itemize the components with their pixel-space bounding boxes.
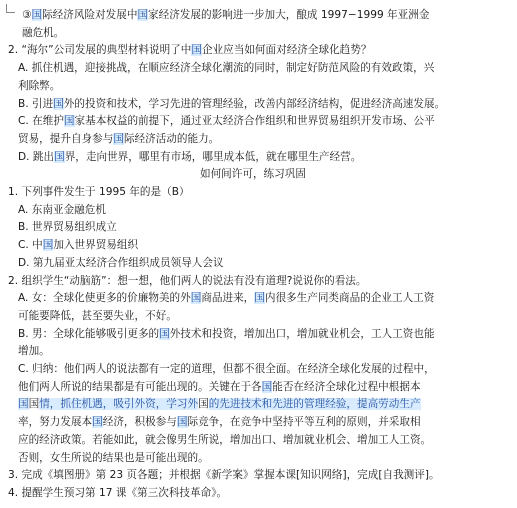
highlighted-term: 国 xyxy=(159,327,170,340)
text-run: C. 归纳：他们两人的说法都有一定的道理，但都不很全面。在经济全球化发展的过程中， xyxy=(18,363,435,375)
highlighted-term: 国 xyxy=(18,398,29,411)
text-run: D. 第九届亚太经济合作组织成员领导人会议 xyxy=(18,256,224,269)
text-line xyxy=(18,132,219,146)
text-line xyxy=(18,451,209,465)
highlighted-term: 国 xyxy=(31,9,43,21)
text-run: B. 世界贸易组织成立 xyxy=(18,221,117,234)
text-run: 率，努力发展本 xyxy=(18,416,93,429)
text-line xyxy=(8,43,371,57)
text-run: 如何间许可，练习巩固 xyxy=(200,168,306,181)
text-line xyxy=(18,327,435,341)
text-line xyxy=(22,26,64,40)
text-line xyxy=(200,167,306,181)
highlighted-term: 国 xyxy=(54,150,65,163)
text-run: 4. 提醒学生预习第 17 课《第三次科技革命》。 xyxy=(8,486,228,499)
text-run: 企业应当如何面对经济全球化趋势？ xyxy=(201,44,372,57)
text-line xyxy=(18,380,421,394)
text-line xyxy=(18,415,421,429)
text-run: 外技术和投资，增加出口，增加就业机会，工人工资也能 xyxy=(169,327,435,340)
text-run: 2. “海尔”公司发展的典型材料说明了中 xyxy=(8,44,192,57)
text-run: 应的经济政策。若能如此，就会像男生所说，增加出口、增加就业机会、增加工人工资。 xyxy=(18,433,432,446)
text-run: 际经济风险对发展中 xyxy=(42,9,138,21)
text-run: D. 跳出 xyxy=(18,150,55,163)
text-run: C. 在维护 xyxy=(18,115,64,128)
text-run: 3. 完成《填图册》第 23 页各题；并根据《新学案》掌握本课[知识网络]，完成[自我测评]。 xyxy=(8,469,440,482)
highlighted-term: 国 xyxy=(137,9,149,21)
text-run: C. 中 xyxy=(18,239,43,252)
text-run: 加入世界贸易组织 xyxy=(53,239,139,252)
text-run: A. 东南亚金融危机 xyxy=(18,203,106,216)
text-line xyxy=(18,97,445,111)
text-line xyxy=(18,433,431,447)
text-run: ③ xyxy=(22,9,32,21)
text-line xyxy=(18,291,434,305)
text-line xyxy=(18,79,60,93)
text-run: 际竞争，在竞争中坚持平等互利的原则，并采取相 xyxy=(187,416,421,429)
text-line xyxy=(18,397,421,411)
highlighted-term: 国 xyxy=(63,115,75,128)
text-run: 家经济发展的影响进一步加大，酿成 1997−1999 年亚洲金 xyxy=(148,9,430,21)
text-line xyxy=(18,220,117,234)
text-run: B. 引进 xyxy=(18,97,54,110)
paragraph-corner-mark xyxy=(6,4,15,13)
text-line xyxy=(18,203,106,217)
highlighted-term: 的先进技术和先进的管理经验，提高劳动生产 xyxy=(208,398,421,411)
text-run: 商品进来， xyxy=(201,292,255,305)
text-run: 家基本权益的前提下，通过亚太经济合作组织和世界贸易组织开发市场、公平 xyxy=(74,115,435,128)
text-run: 内很多生产同类商品的企业工人工资 xyxy=(264,292,435,305)
text-run: 1. 下列事件发生于 1995 年的是（B） xyxy=(8,186,190,198)
highlighted-term: 国 xyxy=(42,239,54,252)
text-run: 他们两人所说的结果都是有可能出现的。关键在于各 xyxy=(18,380,262,393)
highlighted-term: 情，抓住机遇，吸引外资，学习外 xyxy=(39,398,199,411)
text-line xyxy=(18,238,138,252)
text-line xyxy=(18,114,435,128)
text-line xyxy=(8,185,190,199)
text-line xyxy=(18,61,434,75)
text-run: 增加。 xyxy=(18,345,50,358)
text-run: 外的投资和技术，学习先进的管理经验，改善内部经济结构，促进经济高速发展。 xyxy=(63,97,446,110)
text-run: 可能要降低，甚至要失业，不好。 xyxy=(18,309,177,322)
highlighted-term: 国 xyxy=(190,292,202,305)
text-run: 融危机。 xyxy=(22,26,65,39)
text-run: 利除弊。 xyxy=(18,79,61,92)
text-run: 国 xyxy=(28,398,40,411)
text-run: 际经济活动的能力。 xyxy=(123,132,220,145)
text-line xyxy=(18,309,177,323)
text-run: 经济，积极参与 xyxy=(102,416,177,429)
text-run: 国 xyxy=(198,398,209,411)
highlighted-term: 国 xyxy=(261,380,273,393)
highlighted-term: 国 xyxy=(92,416,103,429)
text-line xyxy=(18,256,224,270)
text-run: 2. 组织学生“动脑筋”：想一想，他们两人的说法有没有道理?说说你的看法。 xyxy=(8,274,367,287)
text-line xyxy=(8,486,227,500)
highlighted-term: 国 xyxy=(113,132,124,145)
text-line xyxy=(18,150,361,164)
text-run: 能否在经济全球化过程中根据本 xyxy=(272,380,421,393)
text-run: A. 女：全球化使更多的价廉物美的外 xyxy=(18,292,191,305)
highlighted-term: 国 xyxy=(191,44,202,57)
highlighted-term: 国 xyxy=(176,416,188,429)
text-line xyxy=(18,362,435,376)
highlighted-term: 国 xyxy=(254,292,265,305)
text-line xyxy=(8,468,440,482)
text-line xyxy=(18,344,50,358)
text-run: 贸易，提升自身参与 xyxy=(18,132,114,145)
highlighted-term: 国 xyxy=(53,97,64,110)
text-run: 否则，女生所说的结果也是可能出现的。 xyxy=(18,451,209,464)
text-line xyxy=(8,274,366,288)
text-run: B. 男：全球化能够吸引更多的 xyxy=(18,327,160,340)
text-run: A. 抓住机遇，迎接挑战，在顺应经济全球化潮流的同时，制定好防范风险的有效政策，兴 xyxy=(18,62,435,75)
text-line xyxy=(22,8,429,22)
text-run: 界，走向世界，哪里有市场，哪里成本低，就在哪里生产经营。 xyxy=(64,150,362,163)
